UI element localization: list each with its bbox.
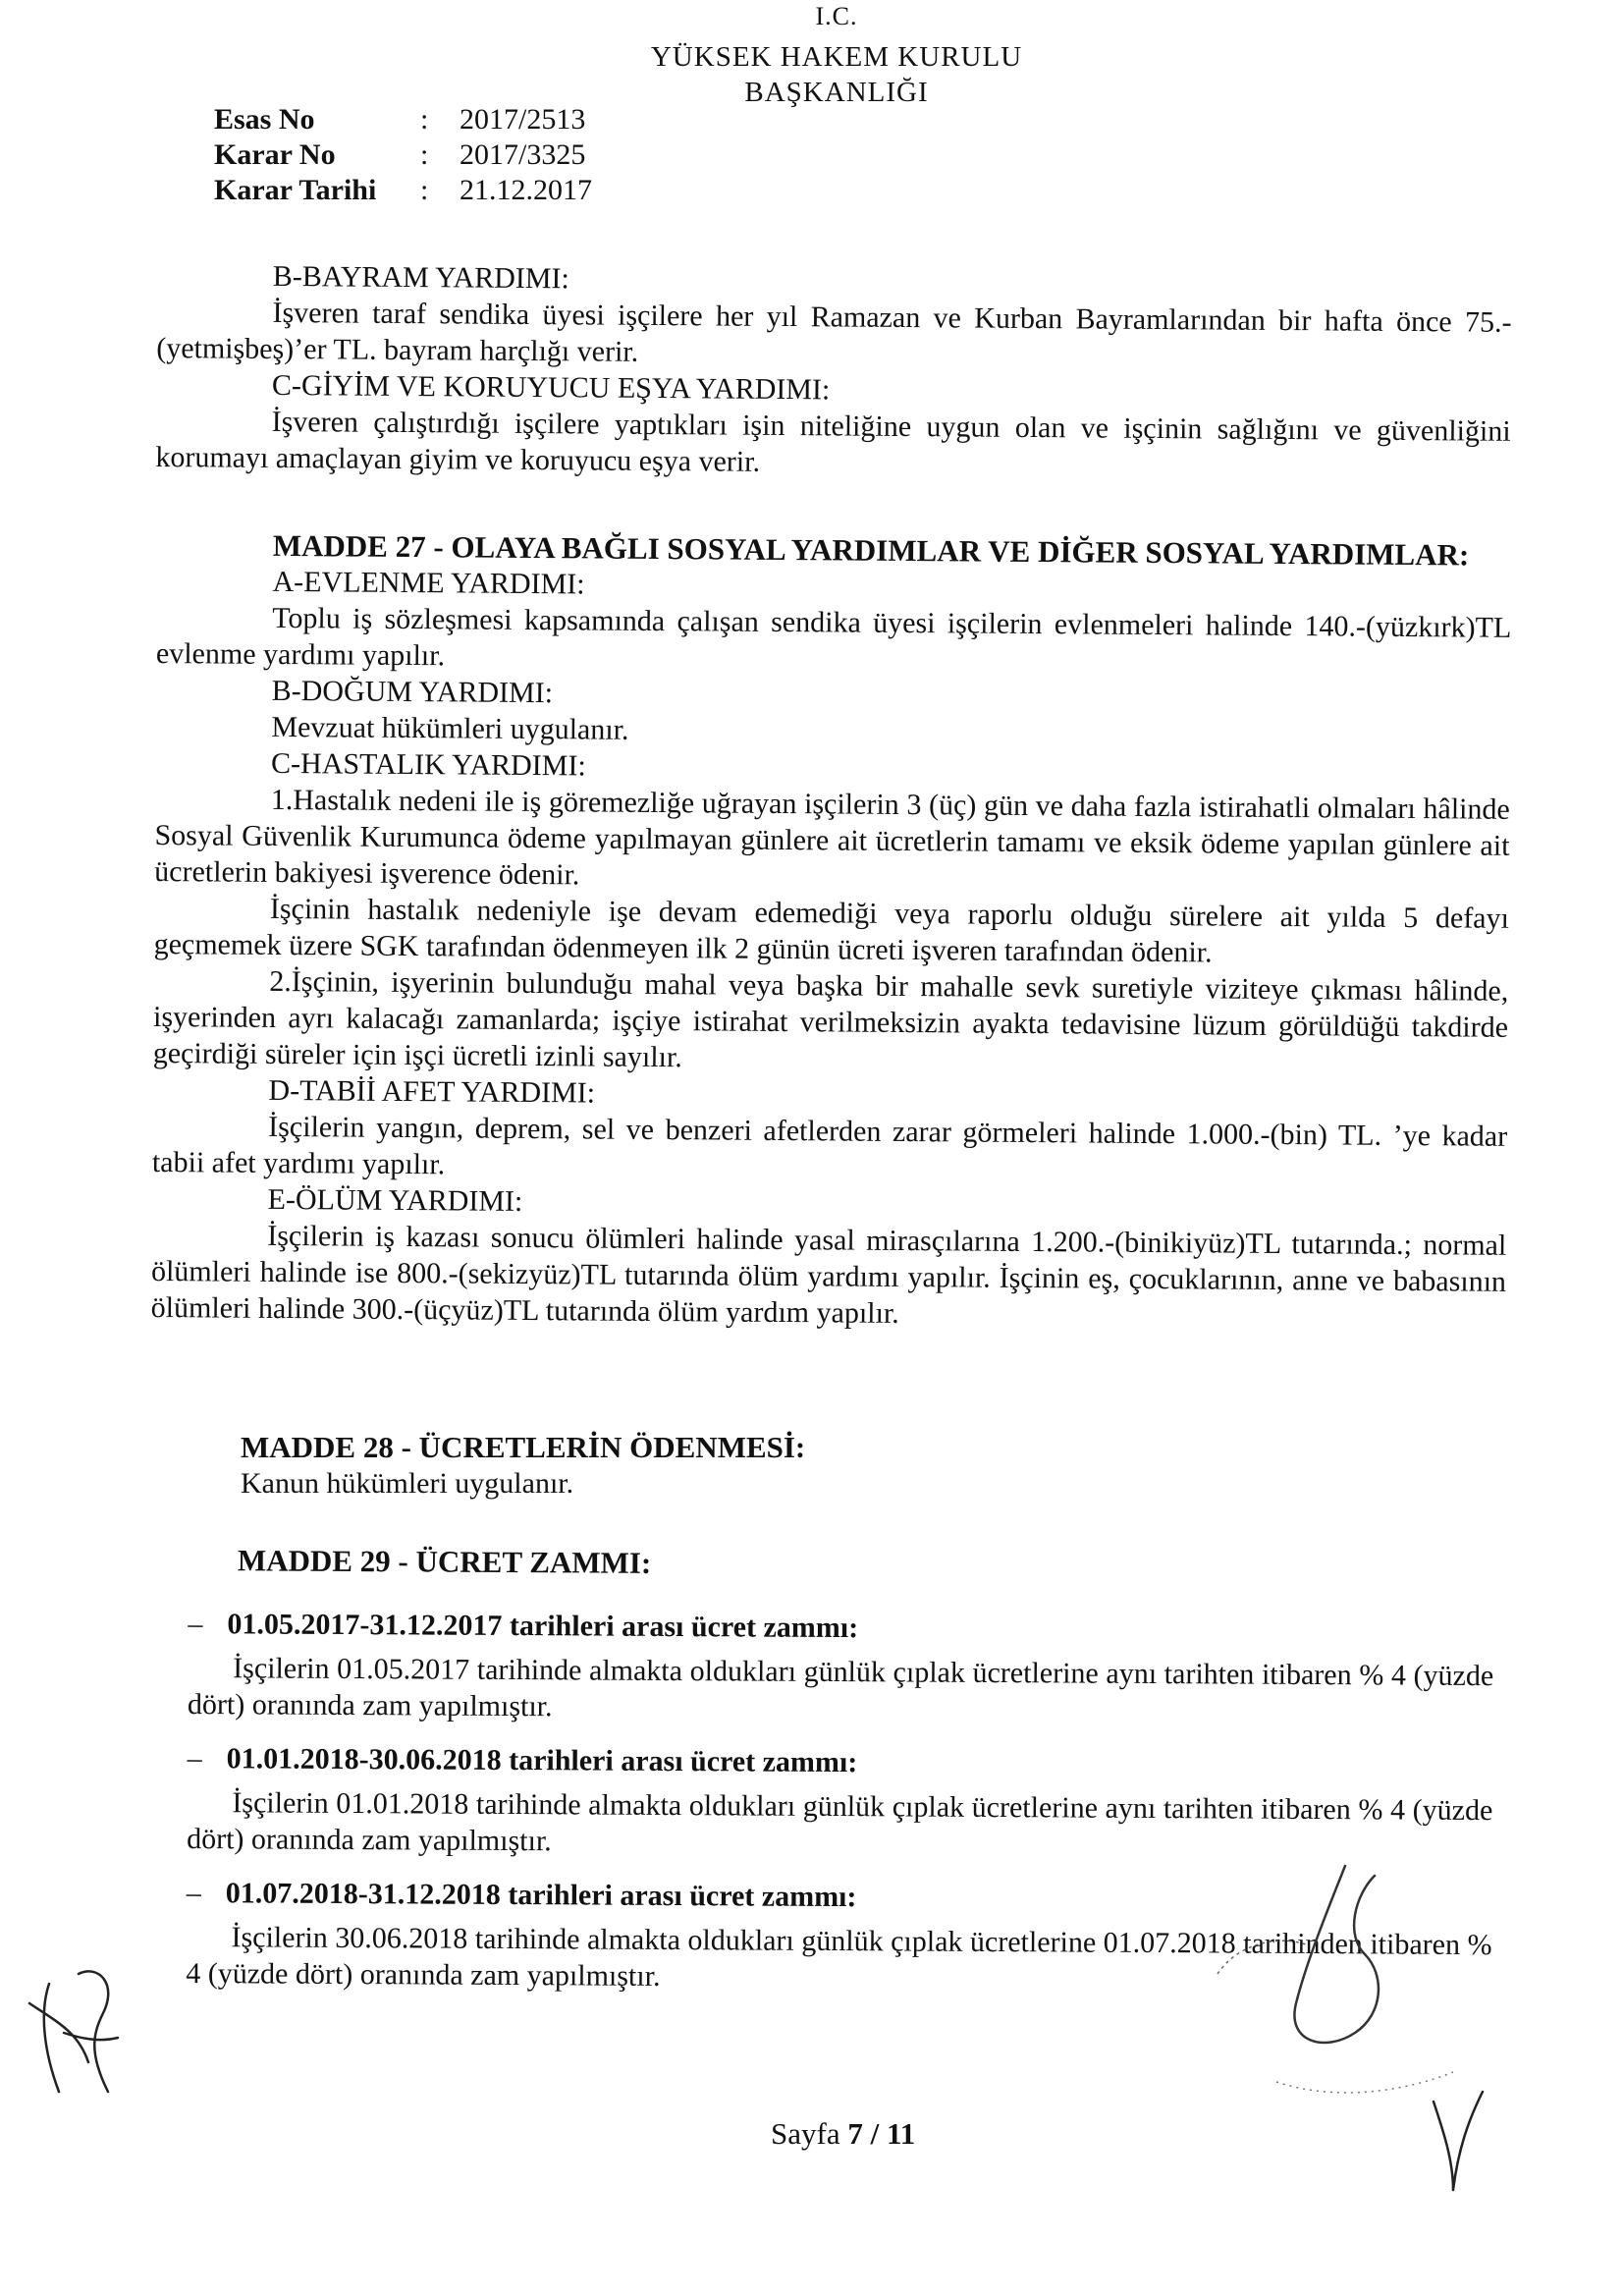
afet-yardimi-heading: D-TABİİ AFET YARDIMI:	[268, 1073, 596, 1110]
olum-yardimi-text: İşçilerin iş kazası sonucu ölümleri halinde yasal mirasçılarına 1.200.-(binikiyüz)TL tutarında.; normal ölümleri halinde ise 800.-(sekizyüz)TL tutarında ölüm yardımı yapılır. İşçinin eş, çocuklarının, anne ve babasının ölümleri halinde 300.-(üçyüz)TL tutarında ölüm yardım yapılır.	[150, 1219, 1507, 1330]
handwritten-paraph-signature	[1159, 1856, 1492, 2200]
hastalik-yardimi-text-1: 1.Hastalık nedeni ile iş göremezliğe uğrayan işçilerin 3 (üç) gün ve daha fazla istirahatli olmaları hâlinde Sosyal Güvenlik Kurumunca ödeme yapılmayan günlere ait ücretlerin tamamı ve eksik ödeme yapılan günlere ait ücretlerin bakiyesi işverence ödenir.	[154, 783, 1510, 892]
dogum-yardimi-text: Mevzuat hükümleri uygulanır.	[271, 710, 629, 746]
institution-subtitle: BAŞKANLIĞI	[744, 77, 929, 108]
page-label: Sayfa	[771, 2116, 840, 2151]
header-top-fragment: I.C.	[815, 2, 858, 30]
institution-title: YÜKSEK HAKEM KURULU	[650, 41, 1023, 73]
madde-28-text: Kanun hükümleri uygulanır.	[241, 1467, 574, 1500]
karar-no-row	[214, 137, 592, 173]
madde-28-title: MADDE 28 - ÜCRETLERİN ÖDENMESİ:	[241, 1430, 806, 1464]
dash: –	[186, 1876, 201, 1910]
giyim-yardimi-heading: C-GİYİM VE KORUYUCU EŞYA YARDIMI:	[271, 368, 831, 407]
dash: –	[188, 1607, 203, 1641]
zam-period-2-label: 01.01.2018-30.06.2018 tarihleri arası ücret zammı:	[226, 1742, 858, 1779]
dash: –	[187, 1741, 202, 1776]
dogum-yardimi-heading: B-DOĞUM YARDIMI:	[271, 674, 554, 710]
zam-period-3-label: 01.07.2018-31.12.2018 tarihleri arası ücret zammı:	[225, 1877, 857, 1914]
separator: :	[420, 103, 429, 136]
karar-tarihi-label: Karar Tarihi	[214, 174, 377, 206]
madde-28-section	[241, 1429, 1507, 1502]
giyim-yardimi-text: İşveren çalıştırdığı işçilere yaptıkları işin niteliğine uygun olan ve işçinin sağlığını ve güvenliğini korumayı amaçlayan giyim ve koruyucu eşya verir.	[155, 405, 1511, 478]
olum-yardimi-heading: E-ÖLÜM YARDIMI:	[267, 1182, 523, 1218]
zam-period-3-text: İşçilerin 30.06.2018 tarihinde almakta oldukları günlük çıplak ücretlerine 01.07.2018 tarihinden itibaren % 4 (yüzde dört) oranında zam yapılmıştır.	[186, 1921, 1492, 1993]
bayram-yardimi-text: İşveren taraf sendika üyesi işçilere her yıl Ramazan ve Kurban Bayramlarından bir hafta önce 75.-(yetmişbeş)’er TL. bayram harçlığı verir.	[156, 296, 1512, 368]
handwritten-initials-signature	[20, 1944, 137, 2121]
esas-no-row	[214, 102, 592, 137]
evlenme-yardimi-heading: A-EVLENME YARDIMI:	[272, 565, 585, 601]
evlenme-yardimi-text: Toplu iş sözleşmesi kapsamında çalışan sendika üyesi işçilerin evlenmeleri halinde 140.-(yüzkırk)TL evlenme yardımı yapılır.	[155, 601, 1512, 673]
hastalik-yardimi-text-2: İşçinin hastalık nedeniyle işe devam edemediği veya raporlu olduğu sürelere ait yılda 5 defayı geçmemek üzere SGK tarafından ödenmeyen ilk 2 günün ücreti işveren tarafından ödenir.	[153, 892, 1510, 969]
karar-no-value: 2017/3325	[460, 138, 586, 171]
madde-29-title: MADDE 29 - ÜCRET ZAMMI:	[237, 1543, 652, 1580]
karar-no-label: Karar No	[214, 138, 336, 171]
madde-27-title: MADDE 27 - OLAYA BAĞLI SOSYAL YARDIMLAR VE DİĞER SOSYAL YARDIMLAR:	[272, 527, 1470, 573]
zam-period-2-heading	[188, 1740, 1493, 1784]
separator: :	[420, 138, 429, 171]
esas-no-label: Esas No	[214, 103, 315, 136]
esas-no-value: 2017/2513	[460, 103, 586, 136]
case-metadata	[214, 102, 592, 208]
zam-period-1-text: İşçilerin 01.05.2017 tarihinde almakta oldukları günlük çıplak ücretlerine aynı tarihten itibaren % 4 (yüzde dört) oranında zam yapılmıştır.	[187, 1652, 1494, 1723]
karar-tarihi-row	[214, 173, 592, 208]
zam-period-2-text: İşçilerin 01.01.2018 tarihinde almakta oldukları günlük çıplak ücretlerine aynı tarihten itibaren % 4 (yüzde dört) oranında zam yapılmıştır.	[187, 1786, 1493, 1858]
hastalik-yardimi-heading: C-HASTALIK YARDIMI:	[270, 746, 586, 783]
madde-27-section	[151, 526, 1512, 1337]
page-footer	[771, 2116, 915, 2152]
page-number: 7 / 11	[847, 2116, 916, 2151]
zam-period-1-label: 01.05.2017-31.12.2017 tarihleri arası ücret zammı:	[227, 1608, 859, 1645]
bayram-yardimi-heading: B-BAYRAM YARDIMI:	[272, 259, 569, 296]
separator: :	[420, 174, 429, 206]
afet-yardimi-text: İşçilerin yangın, deprem, sel ve benzeri afetlerden zarar görmeleri halinde 1.000.-(bin) TL. ’ye kadar tabii afet yardımı yapılır.	[151, 1110, 1508, 1181]
zam-period-1-heading	[188, 1606, 1493, 1650]
karar-tarihi-value: 21.12.2017	[460, 174, 592, 206]
hastalik-yardimi-text-3: 2.İşçinin, işyerinin bulunduğu mahal veya başka bir mahalle sevk suretiyle viziteye çıkması hâlinde, işyerinden ayrı kalacağı zamanlarda; işçiye istirahat verilmeksizin ayakta tedavisine lüzum görüldüğü takdirde geçirdiği süreler için işçi ücretli izinli sayılır.	[152, 964, 1509, 1074]
section-bayram-giyim	[155, 257, 1512, 486]
